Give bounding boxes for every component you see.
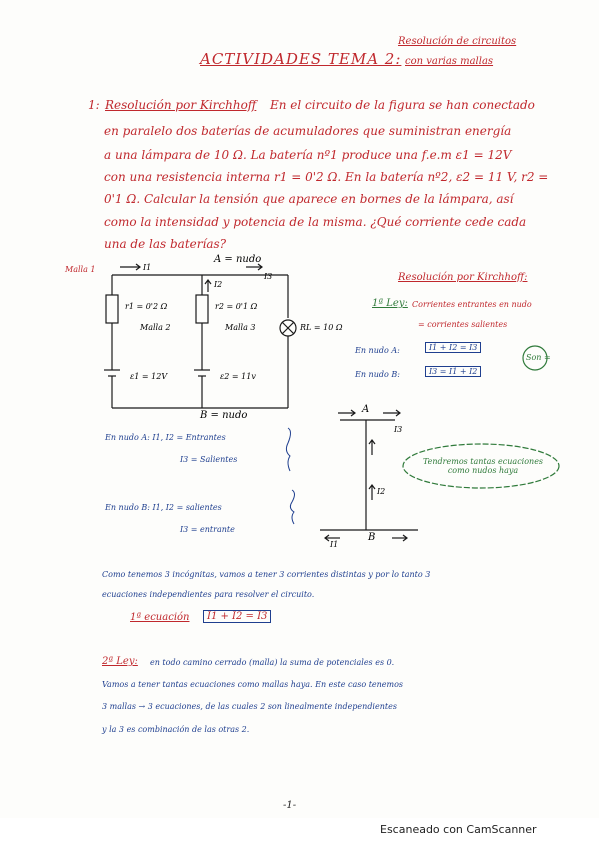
node-diagram-i2: I2 [377,487,386,496]
problem-line-1: en paralelo dos baterías de acumuladores que suministran energía [104,124,512,138]
law1-label: 1ª Ley: [372,298,408,309]
conclusion-line-2: ecuaciones independientes para resolver el circuito. [102,590,315,599]
circuit-i2: I2 [214,280,223,289]
node-b-note-1: En nudo B: I1, I2 = salientes [105,503,222,512]
circuit-r2: r2 = 0'1 Ω [215,302,258,311]
circuit-node-b: B = nudo [200,410,248,421]
node-diagram-i3: I3 [394,425,403,434]
law2-line-3: 3 mallas → 3 ecuaciones, de las cuales 2 son linealmente independientes [102,702,397,711]
circuit-malla3: Malla 3 [225,323,256,332]
problem-heading: Resolución por Kirchhoff [105,98,257,112]
circuit-e2: ε2 = 11v [220,372,256,381]
problem-line-0: En el circuito de la figura se han conectado [270,98,535,112]
conclusion-line-1: Como tenemos 3 incógnitas, vamos a tener 3 corrientes distintas y por lo tanto 3 [102,570,431,579]
law1-text-2: = corrientes salientes [418,320,508,329]
law2-label: 2ª Ley: [102,656,138,667]
law2-line-4: y la 3 es combinación de las otras 2. [102,725,250,734]
eq-nudo-b: I3 = I1 + I2 [425,366,481,377]
cloud-note: Tendremos tantas ecuaciones como nudos haya [422,457,544,475]
page-title: ACTIVIDADES TEMA 2: [200,50,402,68]
circuit-e1: ε1 = 12V [130,372,168,381]
problem-line-3: con una resistencia interna r1 = 0'2 Ω. En la batería nº2, ε2 = 11 V, r2 = [104,170,549,184]
scanner-watermark: Escaneado con CamScanner [380,823,537,836]
problem-line-2: a una lámpara de 10 Ω. La batería nº1 produce una f.e.m ε1 = 12V [104,148,512,162]
circuit-r1: r1 = 0'2 Ω [125,302,168,311]
node-diagram-b: B [368,532,376,543]
problem-number: 1: [88,98,100,112]
problem-line-6: una de las baterías? [104,237,227,251]
son-equal-note: Son = [526,353,551,362]
en-nudo-b: En nudo B: [355,370,400,379]
problem-line-5: como la intensidad y potencia de la misma. ¿Qué corriente cede cada [104,215,527,229]
circuit-malla1-label: Malla 1 [65,265,96,274]
law1-text-1: Corrientes entrantes en nudo [412,300,532,309]
circuit-i1: I1 [143,263,152,272]
page-subtitle-2: con varias mallas [405,56,494,67]
node-a-note-1: En nudo A: I1, I2 = Entrantes [105,433,226,442]
problem-line-4: 0'1 Ω. Calcular la tensión que aparece en bornes de la lámpara, así [104,192,514,206]
page-number: -1- [283,800,297,811]
circuit-i3: I3 [264,272,273,281]
node-diagram-i1: I1 [330,540,339,549]
en-nudo-a: En nudo A: [355,346,400,355]
circuit-rl: RL = 10 Ω [300,323,343,332]
law2-line-2: Vamos a tener tantas ecuaciones como mallas haya. En este caso tenemos [102,680,404,689]
circuit-malla2: Malla 2 [140,323,171,332]
circuit-node-a: A = nudo [214,254,262,265]
first-equation-label: 1ª ecuación [130,612,190,623]
page-subtitle-1: Resolución de circuitos [398,36,517,47]
eq-nudo-a: I1 + I2 = I3 [425,342,481,353]
kirchhoff-title: Resolución por Kirchhoff: [398,272,528,283]
law2-line-1: en todo camino cerrado (malla) la suma de potenciales es 0. [150,658,395,667]
node-diagram-a: A [362,404,370,415]
node-b-note-2: I3 = entrante [180,525,235,534]
first-equation: I1 + I2 = I3 [203,610,271,623]
node-a-note-2: I3 = Salientes [180,455,238,464]
